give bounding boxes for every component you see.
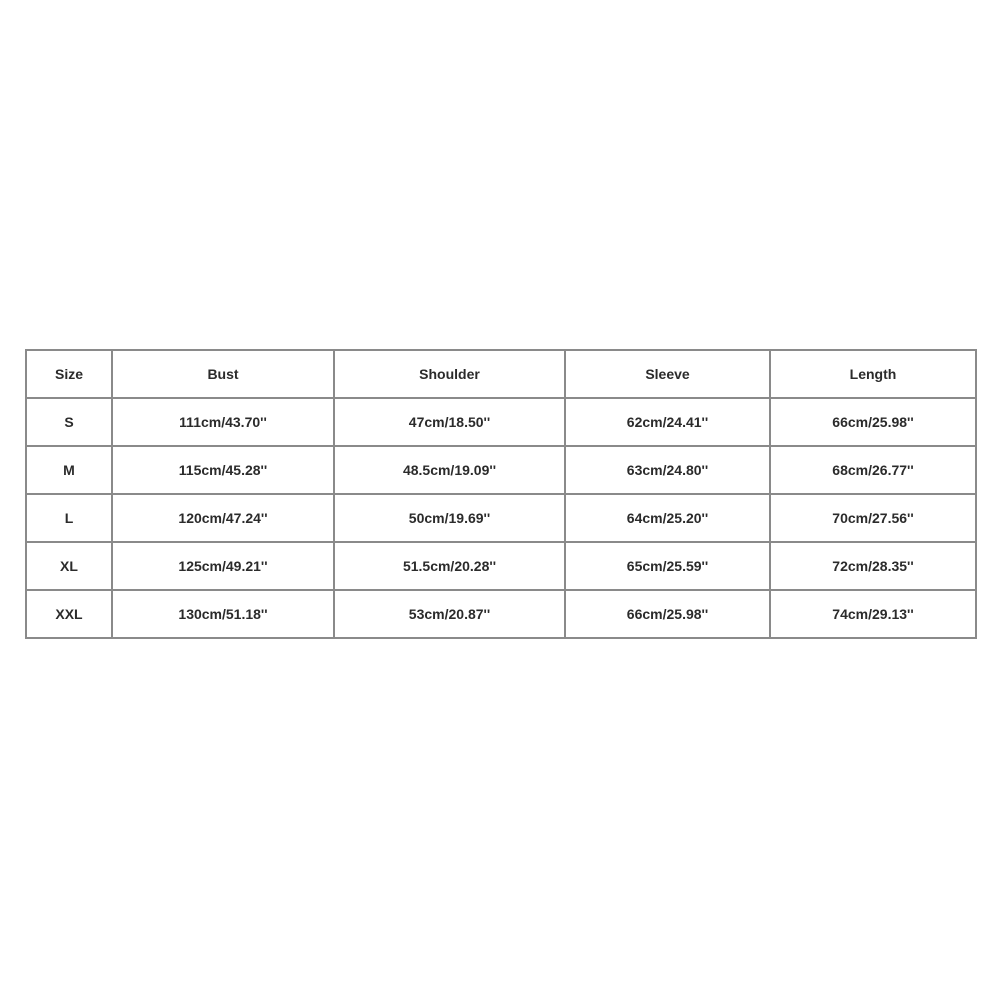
- length-cell: 68cm/26.77'': [770, 446, 976, 494]
- sleeve-cell: 65cm/25.59'': [565, 542, 770, 590]
- size-cell: L: [26, 494, 112, 542]
- bust-cell: 111cm/43.70'': [112, 398, 334, 446]
- length-cell: 74cm/29.13'': [770, 590, 976, 638]
- bust-cell: 120cm/47.24'': [112, 494, 334, 542]
- table-row: [26, 446, 976, 494]
- table-row: [26, 542, 976, 590]
- table-row: [26, 494, 976, 542]
- size-chart-table: [25, 349, 977, 639]
- shoulder-cell: 50cm/19.69'': [334, 494, 565, 542]
- bust-cell: 125cm/49.21'': [112, 542, 334, 590]
- bust-cell: 130cm/51.18'': [112, 590, 334, 638]
- sleeve-cell: 66cm/25.98'': [565, 590, 770, 638]
- shoulder-cell: 48.5cm/19.09'': [334, 446, 565, 494]
- size-cell: XL: [26, 542, 112, 590]
- header-bust: Bust: [112, 350, 334, 398]
- length-cell: 72cm/28.35'': [770, 542, 976, 590]
- sleeve-cell: 63cm/24.80'': [565, 446, 770, 494]
- shoulder-cell: 47cm/18.50'': [334, 398, 565, 446]
- shoulder-cell: 51.5cm/20.28'': [334, 542, 565, 590]
- header-size: Size: [26, 350, 112, 398]
- sleeve-cell: 62cm/24.41'': [565, 398, 770, 446]
- sleeve-cell: 64cm/25.20'': [565, 494, 770, 542]
- size-cell: XXL: [26, 590, 112, 638]
- header-row: [26, 350, 976, 398]
- bust-cell: 115cm/45.28'': [112, 446, 334, 494]
- length-cell: 70cm/27.56'': [770, 494, 976, 542]
- length-cell: 66cm/25.98'': [770, 398, 976, 446]
- header-sleeve: Sleeve: [565, 350, 770, 398]
- table-row: [26, 590, 976, 638]
- size-cell: S: [26, 398, 112, 446]
- header-length: Length: [770, 350, 976, 398]
- shoulder-cell: 53cm/20.87'': [334, 590, 565, 638]
- table-row: [26, 398, 976, 446]
- size-cell: M: [26, 446, 112, 494]
- header-shoulder: Shoulder: [334, 350, 565, 398]
